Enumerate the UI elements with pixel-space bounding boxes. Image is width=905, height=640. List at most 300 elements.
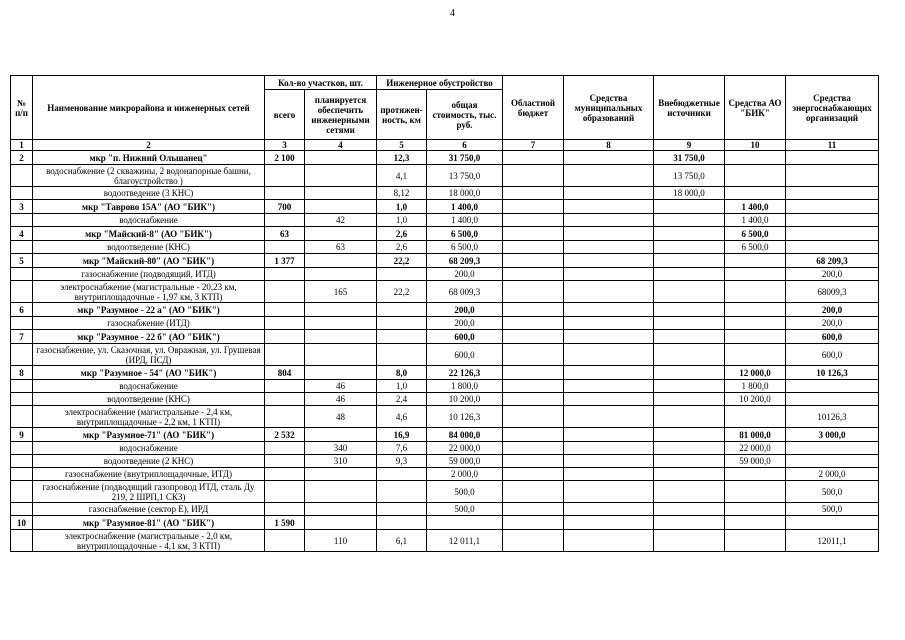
regional-budget <box>503 200 564 214</box>
regional-budget <box>503 303 564 317</box>
header-energy: Средства энергоснабжающих организаций <box>786 76 879 140</box>
plots-planned <box>305 200 377 214</box>
regional-budget <box>503 165 564 187</box>
length-km: 1,0 <box>377 214 427 227</box>
bik-funds: 12 000,0 <box>725 366 786 380</box>
total-cost: 200,0 <box>427 303 503 317</box>
extra-budget <box>654 330 725 344</box>
network-row <box>11 281 879 303</box>
municipal-funds <box>564 151 654 165</box>
plots-total <box>265 380 305 393</box>
plots-planned: 310 <box>305 455 377 468</box>
total-cost: 12 011,1 <box>427 530 503 552</box>
municipal-funds <box>564 254 654 268</box>
total-cost: 13 750,0 <box>427 165 503 187</box>
header-plots-planned: планируется обеспечить инженерными сетями <box>305 90 377 140</box>
district-row <box>11 151 879 165</box>
plots-total <box>265 503 305 516</box>
row-num <box>11 281 33 303</box>
energy-funds: 10 126,3 <box>786 366 879 380</box>
total-cost: 68 009,3 <box>427 281 503 303</box>
energy-funds: 68009,3 <box>786 281 879 303</box>
municipal-funds <box>564 227 654 241</box>
plots-planned <box>305 303 377 317</box>
regional-budget <box>503 468 564 481</box>
extra-budget: 31 750,0 <box>654 151 725 165</box>
length-km <box>377 344 427 366</box>
plots-planned <box>305 516 377 530</box>
plots-planned <box>305 254 377 268</box>
regional-budget <box>503 241 564 254</box>
extra-budget: 18 000,0 <box>654 187 725 200</box>
plots-planned <box>305 268 377 281</box>
district-row <box>11 428 879 442</box>
network-row <box>11 187 879 200</box>
extra-budget <box>654 281 725 303</box>
network-row <box>11 530 879 552</box>
regional-budget <box>503 516 564 530</box>
energy-funds <box>786 200 879 214</box>
energy-funds <box>786 455 879 468</box>
header-cost: общая стоимость, тыс. руб. <box>427 90 503 140</box>
network-row <box>11 503 879 516</box>
regional-budget <box>503 227 564 241</box>
length-km: 2,4 <box>377 393 427 406</box>
district-row <box>11 200 879 214</box>
row-num <box>11 380 33 393</box>
network-row <box>11 442 879 455</box>
plots-planned: 110 <box>305 530 377 552</box>
municipal-funds <box>564 330 654 344</box>
header-bik: Средства АО "БИК" <box>725 76 786 140</box>
total-cost: 600,0 <box>427 330 503 344</box>
bik-funds <box>725 344 786 366</box>
length-km: 7,6 <box>377 442 427 455</box>
extra-budget <box>654 200 725 214</box>
municipal-funds <box>564 455 654 468</box>
column-number: 2 <box>33 140 265 151</box>
length-km <box>377 468 427 481</box>
total-cost: 1 400,0 <box>427 214 503 227</box>
plots-planned <box>305 468 377 481</box>
regional-budget <box>503 455 564 468</box>
plots-total <box>265 187 305 200</box>
row-name: электроснабжение (магистральные - 2,0 км, внутриплощадочные - 4,1 км, 3 КТП) <box>33 530 265 552</box>
district-row <box>11 303 879 317</box>
plots-total: 2 100 <box>265 151 305 165</box>
length-km <box>377 503 427 516</box>
column-number: 4 <box>305 140 377 151</box>
energy-funds: 68 209,3 <box>786 254 879 268</box>
energy-funds <box>786 187 879 200</box>
regional-budget <box>503 481 564 503</box>
extra-budget <box>654 503 725 516</box>
bik-funds: 6 500,0 <box>725 227 786 241</box>
row-num <box>11 241 33 254</box>
plots-planned: 63 <box>305 241 377 254</box>
network-row <box>11 214 879 227</box>
row-num <box>11 406 33 428</box>
extra-budget <box>654 516 725 530</box>
length-km: 22,2 <box>377 254 427 268</box>
energy-funds: 2 000,0 <box>786 468 879 481</box>
extra-budget <box>654 393 725 406</box>
header-plots-group: Кол-во участков, шт. <box>265 76 377 90</box>
regional-budget <box>503 254 564 268</box>
plots-planned <box>305 165 377 187</box>
length-km: 8,0 <box>377 366 427 380</box>
bik-funds: 81 000,0 <box>725 428 786 442</box>
total-cost: 84 000,0 <box>427 428 503 442</box>
bik-funds <box>725 330 786 344</box>
energy-funds: 200,0 <box>786 317 879 330</box>
plots-planned <box>305 227 377 241</box>
municipal-funds <box>564 468 654 481</box>
plots-total <box>265 393 305 406</box>
municipal-funds <box>564 187 654 200</box>
regional-budget <box>503 268 564 281</box>
row-num: 2 <box>11 151 33 165</box>
column-number: 10 <box>725 140 786 151</box>
row-num: 3 <box>11 200 33 214</box>
row-name: мкр "п. Нижний Ольшанец" <box>33 151 265 165</box>
length-km: 2,6 <box>377 241 427 254</box>
bik-funds <box>725 268 786 281</box>
length-km <box>377 330 427 344</box>
extra-budget <box>654 344 725 366</box>
plots-planned: 48 <box>305 406 377 428</box>
total-cost: 1 400,0 <box>427 200 503 214</box>
length-km: 9,3 <box>377 455 427 468</box>
energy-funds <box>786 241 879 254</box>
bik-funds <box>725 151 786 165</box>
plots-planned <box>305 151 377 165</box>
network-row <box>11 393 879 406</box>
bik-funds: 1 800,0 <box>725 380 786 393</box>
network-row <box>11 241 879 254</box>
length-km: 6,1 <box>377 530 427 552</box>
municipal-funds <box>564 530 654 552</box>
municipal-funds <box>564 393 654 406</box>
plots-planned <box>305 366 377 380</box>
plots-total <box>265 214 305 227</box>
total-cost: 600,0 <box>427 344 503 366</box>
municipal-funds <box>564 428 654 442</box>
header-plots-total: всего <box>265 90 305 140</box>
network-row <box>11 455 879 468</box>
plots-planned: 340 <box>305 442 377 455</box>
regional-budget <box>503 330 564 344</box>
extra-budget <box>654 530 725 552</box>
total-cost: 1 800,0 <box>427 380 503 393</box>
network-row <box>11 165 879 187</box>
extra-budget <box>654 406 725 428</box>
row-num <box>11 503 33 516</box>
row-name: электроснабжение (магистральные - 2,4 км, внутриплощадочные - 2,2 км, 1 КТП) <box>33 406 265 428</box>
row-name: газоснабжение (подводящий, ИТД) <box>33 268 265 281</box>
regional-budget <box>503 317 564 330</box>
regional-budget <box>503 428 564 442</box>
row-name: газоснабжение (ИТД) <box>33 317 265 330</box>
municipal-funds <box>564 516 654 530</box>
plots-planned <box>305 317 377 330</box>
network-row <box>11 481 879 503</box>
energy-funds: 12011,1 <box>786 530 879 552</box>
municipal-funds <box>564 165 654 187</box>
row-name: мкр "Разумное-81" (АО "БИК") <box>33 516 265 530</box>
row-name: мкр "Разумное-71" (АО "БИК") <box>33 428 265 442</box>
regional-budget <box>503 530 564 552</box>
column-number: 11 <box>786 140 879 151</box>
bik-funds: 6 500,0 <box>725 241 786 254</box>
extra-budget <box>654 268 725 281</box>
row-name: газоснабжение (подводящий газопровод ИТД, сталь Ду 219, 2 ШРП,1 СКЗ) <box>33 481 265 503</box>
energy-funds <box>786 380 879 393</box>
plots-total <box>265 165 305 187</box>
extra-budget: 13 750,0 <box>654 165 725 187</box>
total-cost: 31 750,0 <box>427 151 503 165</box>
row-name: газоснабжение (сектор Е), ИРД <box>33 503 265 516</box>
extra-budget <box>654 254 725 268</box>
plots-total <box>265 281 305 303</box>
row-num <box>11 468 33 481</box>
total-cost: 68 209,3 <box>427 254 503 268</box>
plots-planned <box>305 187 377 200</box>
energy-funds <box>786 393 879 406</box>
total-cost: 59 000,0 <box>427 455 503 468</box>
network-row <box>11 468 879 481</box>
municipal-funds <box>564 380 654 393</box>
row-name: мкр "Майский-8" (АО "БИК") <box>33 227 265 241</box>
length-km <box>377 317 427 330</box>
row-num <box>11 165 33 187</box>
extra-budget <box>654 468 725 481</box>
total-cost: 200,0 <box>427 268 503 281</box>
municipal-funds <box>564 503 654 516</box>
plots-total <box>265 468 305 481</box>
energy-funds <box>786 227 879 241</box>
column-number: 5 <box>377 140 427 151</box>
plots-total <box>265 481 305 503</box>
regional-budget <box>503 214 564 227</box>
length-km: 12,3 <box>377 151 427 165</box>
municipal-funds <box>564 366 654 380</box>
total-cost: 500,0 <box>427 503 503 516</box>
plots-planned: 165 <box>305 281 377 303</box>
row-num: 10 <box>11 516 33 530</box>
energy-funds: 600,0 <box>786 344 879 366</box>
row-name: газоснабжение (внутриплощадочные, ИТД) <box>33 468 265 481</box>
network-row <box>11 380 879 393</box>
extra-budget <box>654 442 725 455</box>
energy-funds: 10126,3 <box>786 406 879 428</box>
row-name: мкр "Разумное - 22 б" (АО "БИК") <box>33 330 265 344</box>
energy-funds <box>786 442 879 455</box>
total-cost: 22 126,3 <box>427 366 503 380</box>
row-name: водоотведение (2 КНС) <box>33 455 265 468</box>
bik-funds <box>725 281 786 303</box>
column-number: 9 <box>654 140 725 151</box>
row-num <box>11 455 33 468</box>
plots-total <box>265 442 305 455</box>
row-num: 8 <box>11 366 33 380</box>
network-row <box>11 344 879 366</box>
length-km <box>377 481 427 503</box>
extra-budget <box>654 366 725 380</box>
total-cost: 200,0 <box>427 317 503 330</box>
row-num <box>11 442 33 455</box>
regional-budget <box>503 503 564 516</box>
municipal-funds <box>564 281 654 303</box>
regional-budget <box>503 187 564 200</box>
plots-total <box>265 303 305 317</box>
row-num <box>11 481 33 503</box>
plots-planned <box>305 428 377 442</box>
total-cost: 2 000,0 <box>427 468 503 481</box>
extra-budget <box>654 428 725 442</box>
row-num: 7 <box>11 330 33 344</box>
bik-funds <box>725 303 786 317</box>
plots-total: 700 <box>265 200 305 214</box>
energy-funds <box>786 516 879 530</box>
plots-planned <box>305 481 377 503</box>
energy-funds: 500,0 <box>786 481 879 503</box>
regional-budget <box>503 380 564 393</box>
energy-funds <box>786 214 879 227</box>
row-name: мкр "Майский-80" (АО "БИК") <box>33 254 265 268</box>
plots-total <box>265 241 305 254</box>
column-number: 8 <box>564 140 654 151</box>
plots-total <box>265 344 305 366</box>
header-name: Наименование микрорайона и инженерных сетей <box>33 76 265 140</box>
district-row <box>11 330 879 344</box>
row-num <box>11 530 33 552</box>
column-number: 7 <box>503 140 564 151</box>
row-name: мкр "Разумное - 54" (АО "БИК") <box>33 366 265 380</box>
length-km: 1,0 <box>377 200 427 214</box>
regional-budget <box>503 281 564 303</box>
length-km: 8,12 <box>377 187 427 200</box>
energy-funds: 500,0 <box>786 503 879 516</box>
extra-budget <box>654 455 725 468</box>
header-regional: Областной бюджет <box>503 76 564 140</box>
plots-total <box>265 406 305 428</box>
column-number: 1 <box>11 140 33 151</box>
regional-budget <box>503 366 564 380</box>
length-km: 1,0 <box>377 380 427 393</box>
header-extra: Внебюджетные источники <box>654 76 725 140</box>
total-cost: 6 500,0 <box>427 241 503 254</box>
energy-funds: 600,0 <box>786 330 879 344</box>
network-row <box>11 406 879 428</box>
plots-planned <box>305 330 377 344</box>
plots-planned: 46 <box>305 380 377 393</box>
row-num <box>11 214 33 227</box>
row-name: водоснабжение <box>33 214 265 227</box>
bik-funds: 22 000,0 <box>725 442 786 455</box>
column-number: 3 <box>265 140 305 151</box>
bik-funds <box>725 516 786 530</box>
plots-planned: 42 <box>305 214 377 227</box>
bik-funds <box>725 317 786 330</box>
district-row <box>11 254 879 268</box>
municipal-funds <box>564 406 654 428</box>
network-row <box>11 268 879 281</box>
row-name: водоснабжение <box>33 380 265 393</box>
length-km <box>377 516 427 530</box>
row-num <box>11 317 33 330</box>
energy-funds: 200,0 <box>786 303 879 317</box>
bik-funds <box>725 468 786 481</box>
municipal-funds <box>564 344 654 366</box>
row-name: водоснабжение (2 скважины, 2 водонапорные башни, благоустройство ) <box>33 165 265 187</box>
row-name: водоснабжение <box>33 442 265 455</box>
bik-funds <box>725 503 786 516</box>
column-number: 6 <box>427 140 503 151</box>
row-num: 9 <box>11 428 33 442</box>
length-km: 16,9 <box>377 428 427 442</box>
bik-funds <box>725 254 786 268</box>
bik-funds: 1 400,0 <box>725 214 786 227</box>
header-infra-group: Инженерное обустройство <box>377 76 503 90</box>
district-row <box>11 227 879 241</box>
length-km: 4,6 <box>377 406 427 428</box>
energy-funds: 200,0 <box>786 268 879 281</box>
row-name: водоотведение (КНС) <box>33 393 265 406</box>
plots-planned <box>305 503 377 516</box>
row-num <box>11 344 33 366</box>
extra-budget <box>654 303 725 317</box>
length-km <box>377 268 427 281</box>
regional-budget <box>503 344 564 366</box>
plots-total: 63 <box>265 227 305 241</box>
extra-budget <box>654 317 725 330</box>
row-num: 5 <box>11 254 33 268</box>
total-cost: 10 200,0 <box>427 393 503 406</box>
plots-total <box>265 330 305 344</box>
extra-budget <box>654 214 725 227</box>
row-name: мкр "Разумное - 22 а" (АО "БИК") <box>33 303 265 317</box>
energy-funds <box>786 165 879 187</box>
municipal-funds <box>564 442 654 455</box>
plots-total: 1 377 <box>265 254 305 268</box>
header-length: протяжен-ность, км <box>377 90 427 140</box>
bik-funds: 1 400,0 <box>725 200 786 214</box>
energy-funds <box>786 151 879 165</box>
row-num <box>11 187 33 200</box>
header-municipal: Средства муниципальных образований <box>564 76 654 140</box>
row-name: мкр "Таврово 15А" (АО "БИК") <box>33 200 265 214</box>
row-num <box>11 268 33 281</box>
extra-budget <box>654 241 725 254</box>
length-km <box>377 303 427 317</box>
plots-total <box>265 530 305 552</box>
district-row <box>11 366 879 380</box>
regional-budget <box>503 393 564 406</box>
municipal-funds <box>564 317 654 330</box>
bik-funds: 10 200,0 <box>725 393 786 406</box>
regional-budget <box>503 406 564 428</box>
row-name: электроснабжение (магистральные - 20,23 км, внутриплощадочные - 1,97 км, 3 КТП) <box>33 281 265 303</box>
page-number: 4 <box>450 8 455 19</box>
financing-table <box>10 75 879 552</box>
district-row <box>11 516 879 530</box>
total-cost: 500,0 <box>427 481 503 503</box>
network-row <box>11 317 879 330</box>
bik-funds: 59 000,0 <box>725 455 786 468</box>
bik-funds <box>725 530 786 552</box>
total-cost: 22 000,0 <box>427 442 503 455</box>
